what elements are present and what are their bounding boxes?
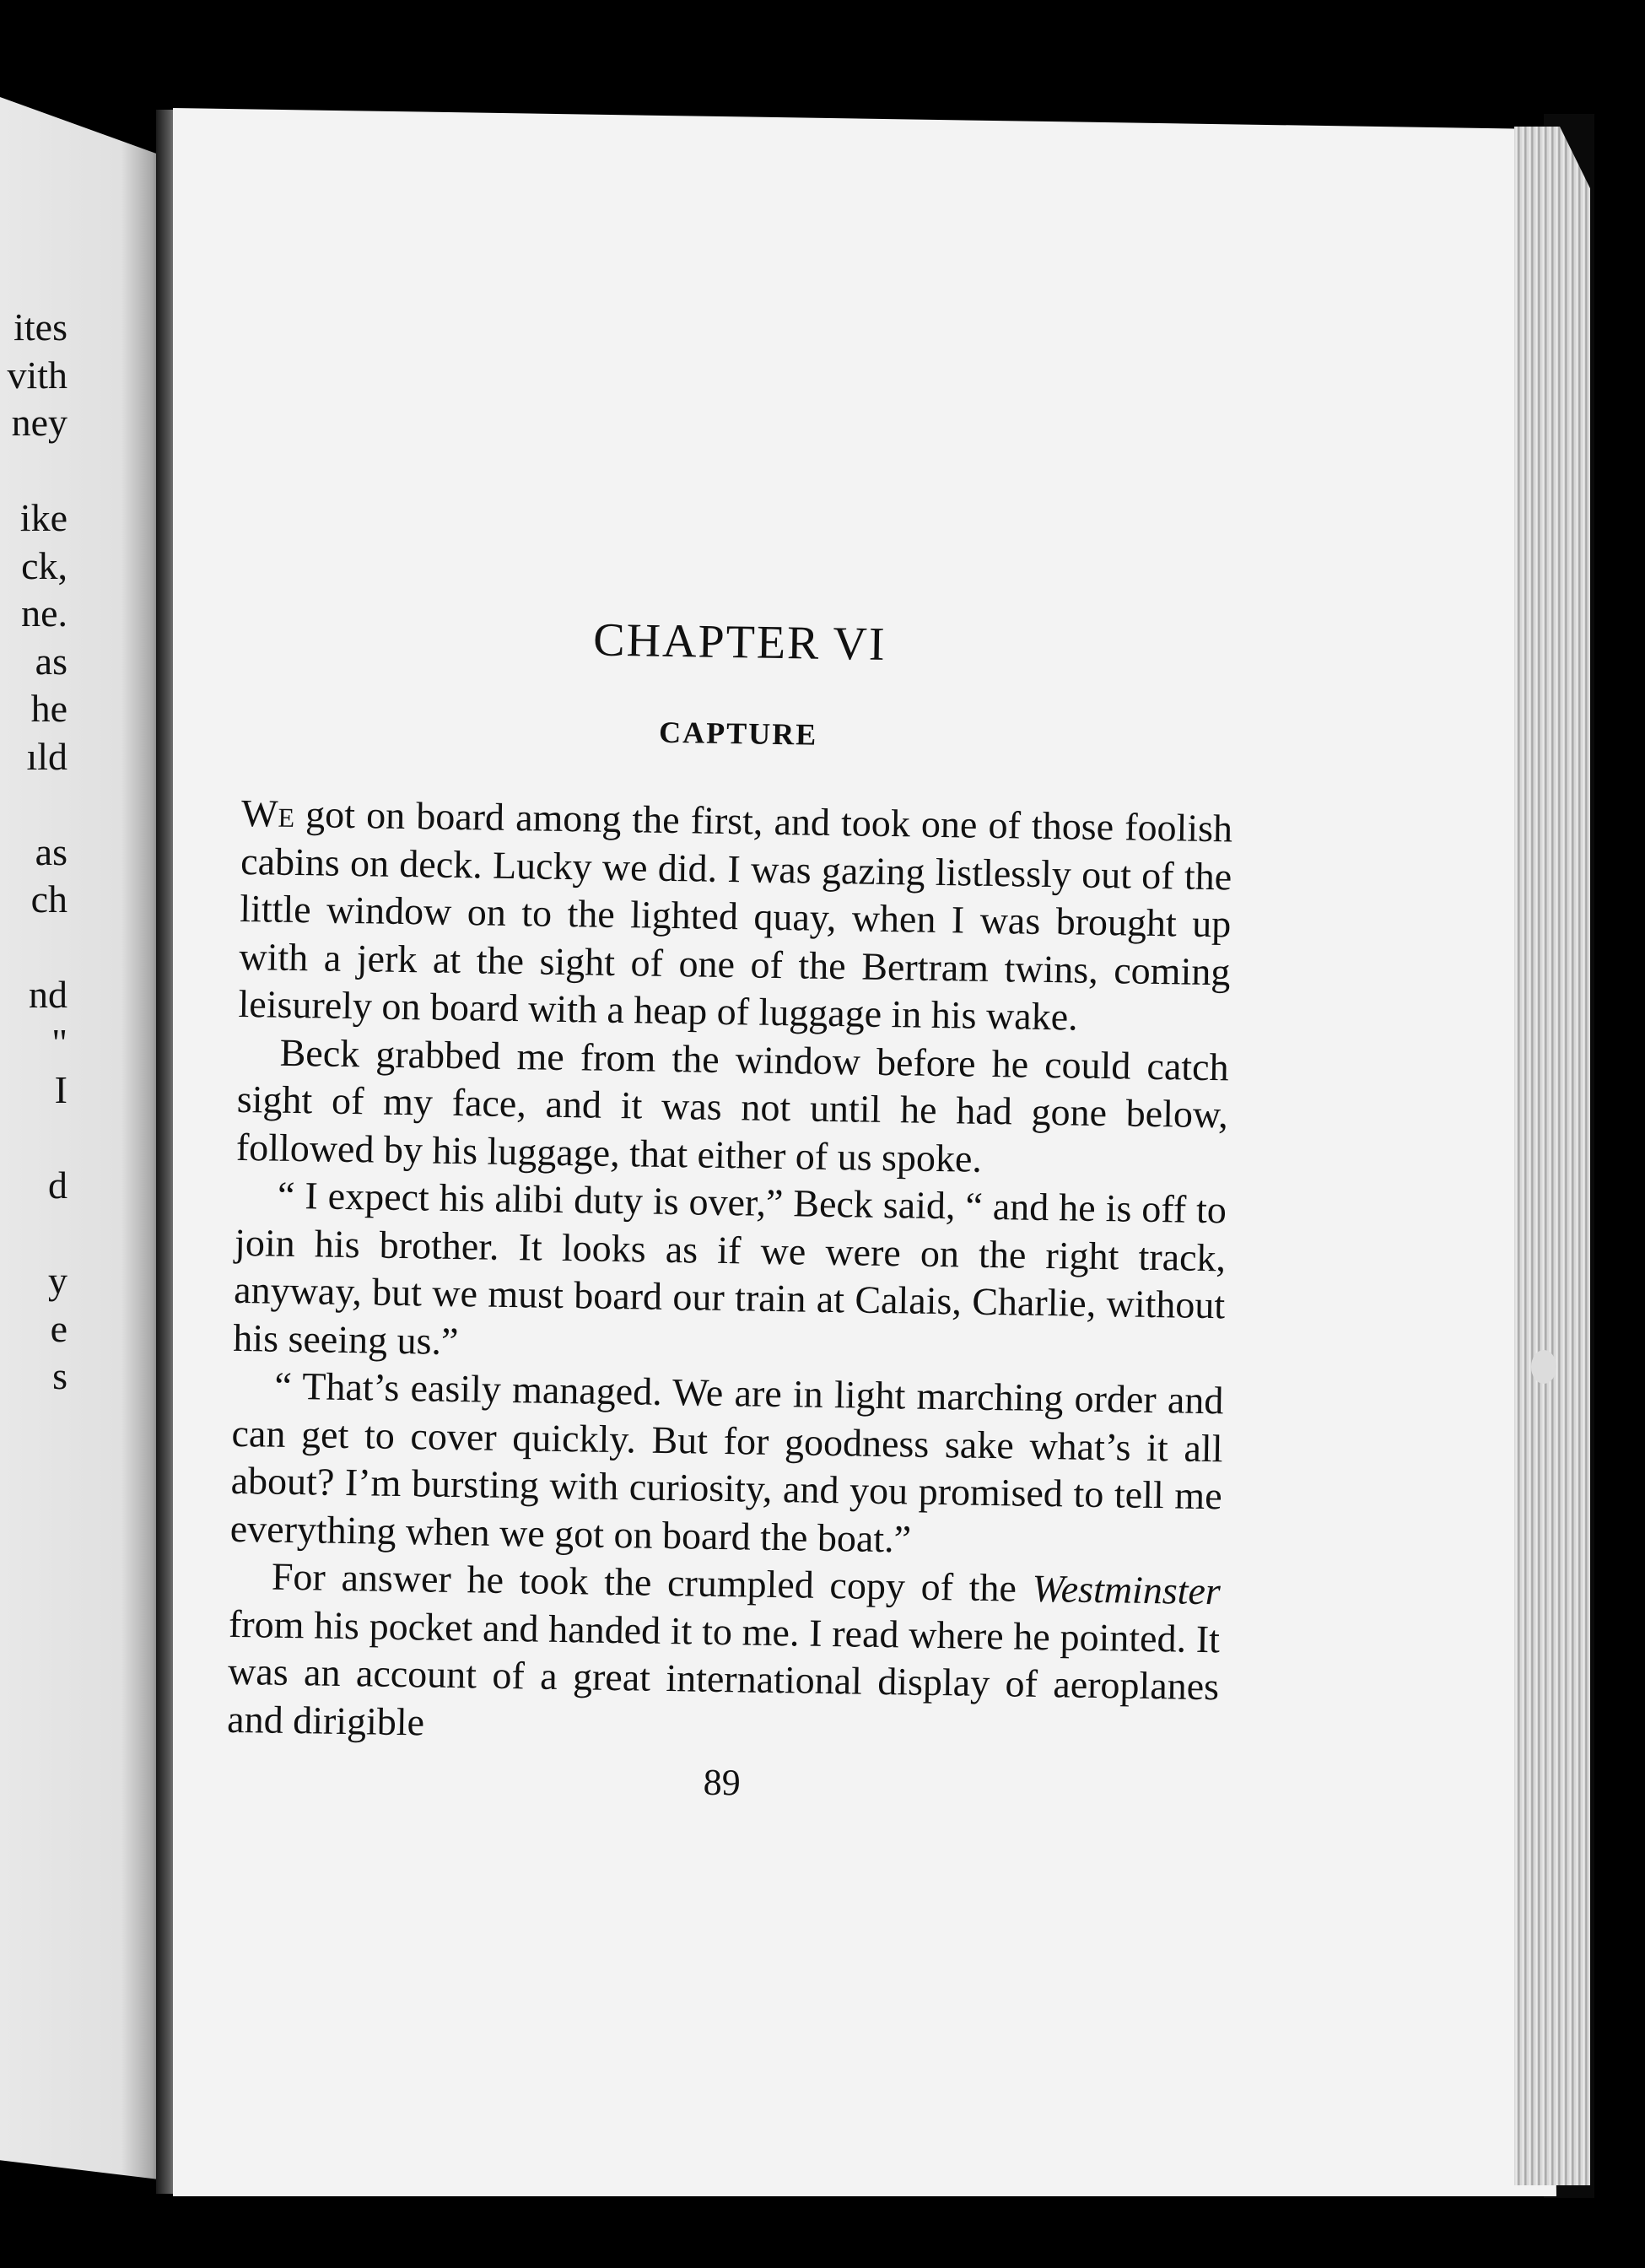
left-page-fragment: y <box>48 1259 67 1302</box>
left-page-fragment: as <box>35 639 67 683</box>
paper-speck <box>1531 1350 1556 1384</box>
dropcap-word: We <box>240 791 295 835</box>
left-page-fragment <box>0 780 67 829</box>
left-page-text-fragments <box>0 304 67 1401</box>
left-page-fragment: ch <box>30 878 67 921</box>
left-page-fragment: ney <box>11 401 67 444</box>
left-page-fragment: nd <box>29 973 67 1016</box>
left-page-fragment: as <box>35 829 67 873</box>
left-page-fragment: d <box>48 1164 67 1207</box>
paragraph-1-text: got on board among the first, and took one of those foolish cabins on deck. Lucky we did. I was gazing listlessly out of the little window on to the lighted quay, when I was brought up with a jerk at the sight of one of the Bertram twins, coming leisurely on board with a heap of luggage in his wake. <box>238 791 1233 1039</box>
left-page-fragment: he <box>30 687 67 730</box>
left-page-fragment: ne. <box>21 591 67 634</box>
chapter-title: CHAPTER VI <box>592 613 887 671</box>
newspaper-title: Westminster <box>1032 1566 1222 1613</box>
chapter-subtitle: CAPTURE <box>658 715 818 752</box>
left-page-fragment: ck, <box>21 543 67 587</box>
page-number: 89 <box>703 1761 742 1804</box>
paragraph-1 <box>238 790 1232 1044</box>
left-page-fragment: " <box>51 1020 67 1064</box>
page-stack-edge <box>1514 127 1590 2185</box>
left-page-fragment: ıld <box>26 734 67 778</box>
paragraph-5-text-after: from his pocket and handed it to me. I read where he pointed. It was an account of a great international display of aeroplanes and dirigible <box>226 1601 1221 1744</box>
left-page-fragment: e <box>50 1306 67 1350</box>
left-page-fragment: I <box>54 1068 67 1111</box>
page-content <box>226 608 1236 1812</box>
paragraph-5-text-before: For answer he took the crumpled copy of the <box>271 1554 1033 1610</box>
left-page-fragment <box>0 1115 67 1163</box>
left-page-fragment: s <box>52 1354 67 1397</box>
paragraph-2: Beck grabbed me from the window before he could catch sight of my face, and it was not until he had gone below, followed by his luggage, that either of us spoke. <box>235 1030 1229 1180</box>
left-page-fragment <box>0 447 67 495</box>
paragraph-3: “ I expect his alibi duty is over,” Beck said, “ and he is off to join his brother. It looks as if we were on the right track, anyway, but we must board our train at Calais, Charlie, without his seeing us.” <box>233 1173 1227 1363</box>
left-page-fragment: vith <box>7 353 67 397</box>
left-page-fragment: ites <box>13 305 67 348</box>
paragraph-4: “ That’s easily managed. We are in light marching order and can get to cover quickly. But for goodness sake what’s it all about? I’m bursting with curiosity, and you promised to tell me everything when we got on board the boat.” <box>229 1364 1224 1561</box>
left-page-fragment: ike <box>19 496 67 539</box>
left-page-fragment <box>0 924 67 972</box>
paragraph-5 <box>227 1552 1221 1758</box>
left-page-fragment <box>0 1210 67 1258</box>
